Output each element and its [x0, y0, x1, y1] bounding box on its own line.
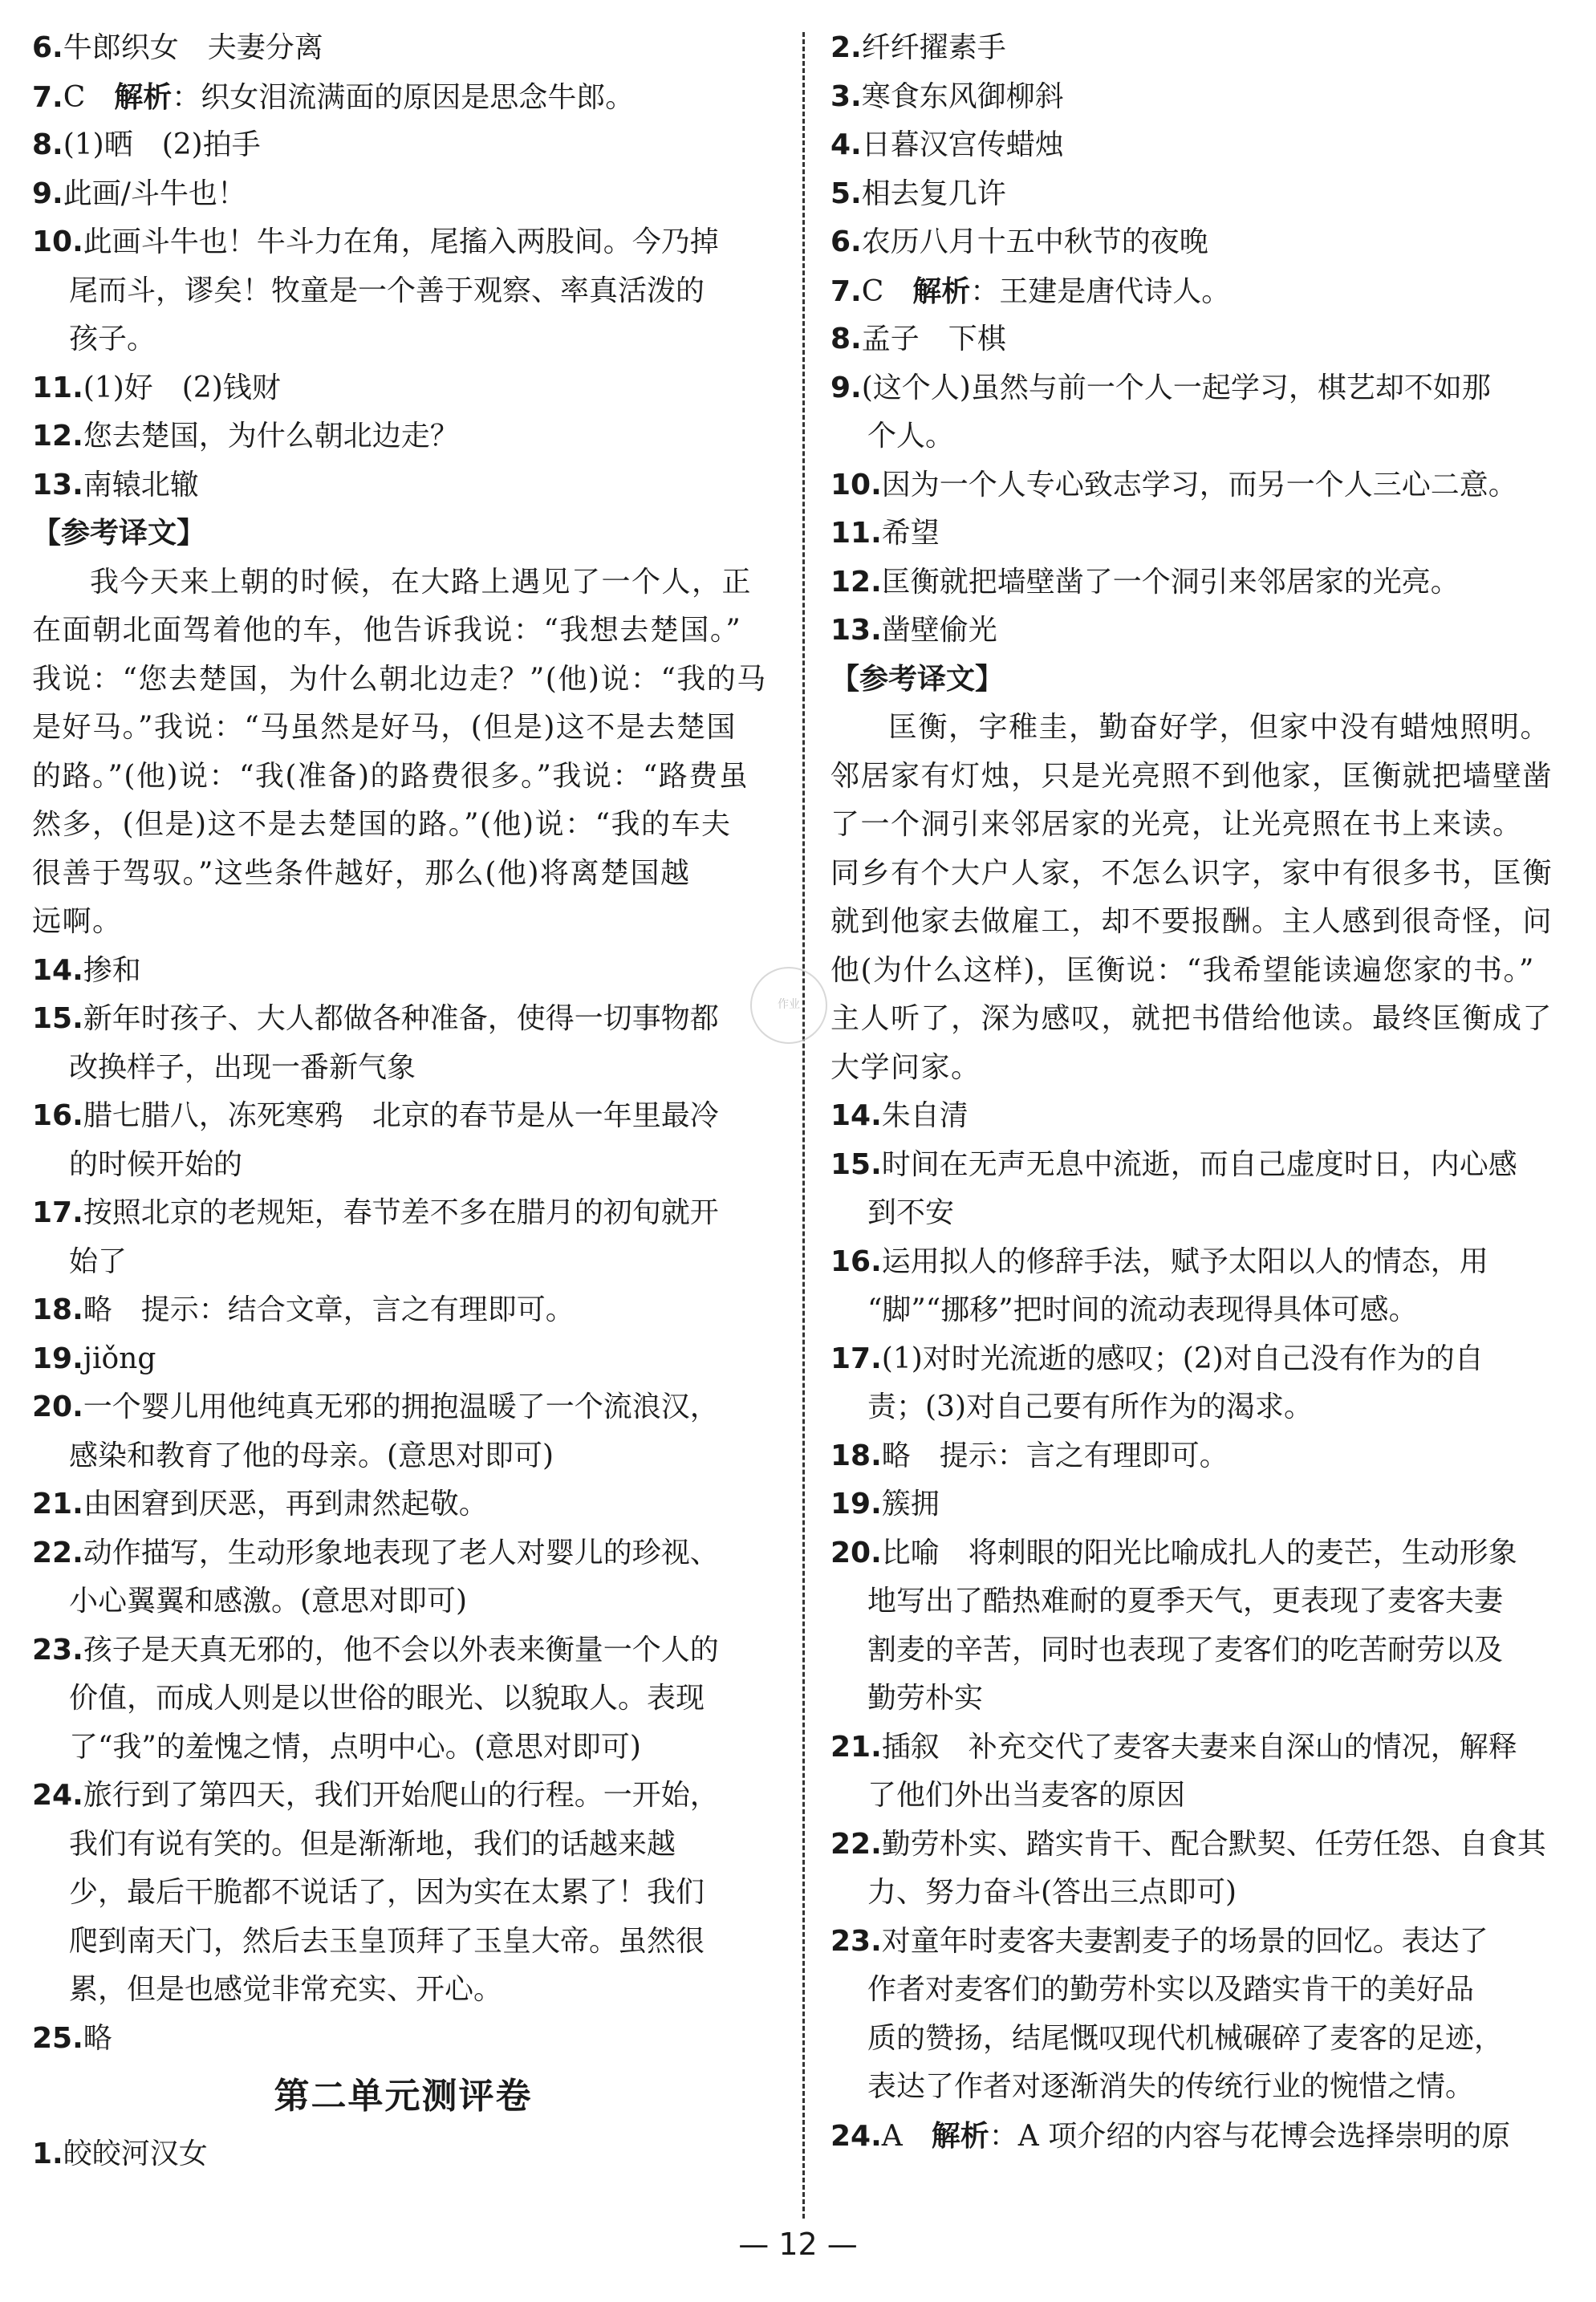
answer-number: 12.: [830, 565, 882, 599]
answer-item: [830, 461, 1565, 510]
answer-item: [32, 1383, 774, 1432]
answer-item: [830, 364, 1565, 413]
answer-text: 对童年时麦客夫妻割麦子的场景的回忆。表达了: [881, 1924, 1488, 1958]
answer-number: 24.: [32, 1779, 83, 1812]
answer-number: 9.: [32, 177, 63, 210]
answer-continuation: 我们有说有笑的。但是渐渐地，我们的话越来越: [69, 1827, 676, 1861]
answer-text: 日暮汉宫传蜡烛: [861, 128, 1064, 161]
answer-continuation: 作者对麦客们的勤劳朴实以及踏实肯干的美好品: [867, 1973, 1475, 2006]
answer-text: 簇拥: [881, 1488, 940, 1520]
answer-number: 7.: [830, 274, 862, 308]
answer-number: 23.: [32, 1633, 83, 1667]
answer-text: 相去复几许: [861, 177, 1006, 210]
answer-text: 旅行到了第四天，我们开始爬山的行程。一开始，: [83, 1779, 719, 1812]
page-number: — 12 —: [738, 2227, 858, 2262]
analysis-text: ：王建是唐代诗人。: [970, 274, 1231, 308]
answer-item: [830, 218, 1565, 267]
answer-continuation: 到不安: [867, 1196, 955, 1229]
answer-item: [32, 1286, 774, 1335]
translation-paragraph-line: 很善于驾驭。”这些条件越好，那么(他)将离楚国越: [32, 856, 691, 890]
answer-number: 19.: [32, 1342, 83, 1375]
answer-item: [830, 315, 1565, 364]
answer-number: 22.: [32, 1536, 83, 1569]
answer-number: 6.: [32, 31, 63, 64]
answer-continuation: 改换样子，出现一番新气象: [69, 1050, 416, 1084]
translation-paragraph-line: 大学问家。: [830, 1050, 981, 1084]
answer-number: 3.: [830, 79, 862, 113]
answer-continuation: 质的赞扬，结尾慨叹现代机械碾碎了麦客的足迹，: [867, 2021, 1504, 2055]
answer-text: 因为一个人专心致志学习，而另一个人三心二意。: [881, 468, 1517, 501]
answer-number: 7.: [32, 80, 63, 114]
section-title: 第二单元测评卷: [274, 2076, 533, 2117]
answer-text: 腊七腊八，冻死寒鸦 北京的春节是从一年里最冷: [83, 1099, 719, 1132]
answer-continuation: 孩子。: [69, 323, 156, 355]
answer-item: [32, 218, 774, 267]
answer-number: 12.: [32, 420, 83, 453]
answer-continuation: 小心翼翼和感激。(意思对即可): [69, 1585, 468, 1618]
translation-paragraph-line: 在面朝北面驾着他的车，他告诉我说：“我想去楚国。”: [32, 614, 742, 647]
answer-number: 16.: [830, 1244, 882, 1278]
answer-item: [32, 2015, 774, 2064]
translation-paragraph-line: 邻居家有灯烛，只是光亮照不到他家，匡衡就把墙壁凿: [830, 759, 1553, 793]
answer-number: 18.: [830, 1439, 882, 1472]
translation-header: 【参考译文】: [32, 517, 206, 550]
answer-text: 农历八月十五中秋节的夜晚: [861, 225, 1208, 258]
answer-number: 22.: [830, 1827, 882, 1861]
answer-number: 5.: [830, 177, 862, 210]
answer-text: 希望: [881, 517, 940, 550]
answer-continuation: 感染和教育了他的母亲。(意思对即可): [69, 1439, 554, 1472]
answer-number: 21.: [32, 1488, 83, 1520]
answer-item: [830, 1432, 1565, 1481]
answer-continuation: “脚”“挪移”把时间的流动表现得具体可感。: [867, 1293, 1418, 1326]
answer-number: 19.: [830, 1488, 882, 1520]
answer-item: [32, 1772, 774, 1821]
answer-continuation: 了他们外出当麦客的原因: [867, 1779, 1186, 1812]
answer-continuation: 力、努力奋斗(答出三点即可): [867, 1876, 1237, 1909]
answer-text: 寒食东风御柳斜: [861, 79, 1064, 113]
answer-item: [32, 461, 774, 510]
answer-item: [830, 121, 1565, 170]
answer-item: [32, 1480, 774, 1529]
answer-item: [830, 73, 1565, 122]
answer-item: [32, 364, 774, 413]
answer-item: [830, 510, 1565, 558]
answer-text: 掺和: [83, 953, 141, 987]
answer-text: 略: [83, 2021, 112, 2055]
answer-continuation: 割麦的辛苦，同时也表现了麦客们的吃苦耐劳以及: [867, 1633, 1504, 1667]
answer-item: [830, 1141, 1565, 1190]
translation-paragraph-line: 我今天来上朝的时候，在大路上遇见了一个人，正: [90, 565, 753, 599]
answer-continuation: 始了: [69, 1244, 128, 1278]
answer-text: 朱自清: [881, 1099, 969, 1132]
answer-text: 牛郎织女 夫妻分离: [63, 31, 323, 64]
watermark-stamp-icon: 作业: [750, 967, 827, 1044]
answer-number: 25.: [32, 2021, 83, 2055]
answer-number: 14.: [32, 953, 83, 987]
answer-number: 8.: [32, 128, 63, 161]
answer-text: (1)好 (2)钱财: [83, 371, 281, 404]
answer-number: 17.: [830, 1342, 882, 1375]
left-column: [32, 24, 774, 2179]
answer-text: 此画斗牛也！牛斗力在角，尾搐入两股间。今乃掉: [83, 225, 719, 258]
answer-number: 13.: [830, 614, 882, 647]
answer-number: 13.: [32, 468, 83, 501]
answer-text: 略 提示：结合文章，言之有理即可。: [83, 1293, 575, 1326]
answer-text: 新年时孩子、大人都做各种准备，使得一切事物都: [83, 1002, 719, 1035]
answer-text: C: [63, 80, 115, 114]
answer-item: [830, 1092, 1565, 1141]
column-divider: [802, 32, 805, 2219]
answer-text: 凿壁偷光: [881, 614, 997, 647]
translation-header: 【参考译文】: [830, 662, 1005, 696]
answer-number: 21.: [830, 1730, 882, 1764]
answer-continuation: 勤劳朴实: [867, 1682, 984, 1715]
right-column: [830, 24, 1565, 2160]
answer-number: 20.: [32, 1391, 83, 1423]
answer-item: [32, 412, 774, 461]
answer-number: 11.: [32, 371, 83, 404]
answer-number: 8.: [830, 323, 862, 355]
answer-text: 南辕北辙: [83, 468, 199, 501]
answer-item: [830, 1529, 1565, 1578]
answer-item: [830, 1335, 1565, 1384]
answer-item: [32, 121, 774, 170]
answer-continuation: 累，但是也感觉非常充实、开心。: [69, 1973, 503, 2006]
answer-text: jiǒng: [83, 1342, 156, 1375]
translation-paragraph-line: 了一个洞引来邻居家的光亮，让光亮照在书上来读。: [830, 808, 1523, 841]
answer-number: 2.: [830, 31, 862, 64]
answer-item: [830, 558, 1565, 607]
analysis-label: 解析: [912, 274, 971, 308]
answer-continuation: 个人。: [867, 420, 955, 453]
answer-number: 17.: [32, 1196, 83, 1229]
answer-text: 运用拟人的修辞手法，赋予太阳以人的情态，用: [881, 1244, 1488, 1278]
answer-text: A: [881, 2119, 932, 2153]
answer-text: (这个人)虽然与前一个人一起学习，棋艺却不如那: [861, 371, 1491, 404]
translation-paragraph-line: 是好马。”我说：“马虽然是好马，(但是)这不是去楚国: [32, 711, 737, 744]
answer-item: [32, 1529, 774, 1578]
translation-paragraph-line: 他(为什么这样)，匡衡说：“我希望能读遍您家的书。”: [830, 953, 1535, 987]
translation-paragraph-line: 就到他家去做雇工，却不要报酬。主人感到很奇怪，问: [830, 905, 1553, 938]
answer-number: 15.: [830, 1147, 882, 1181]
answer-item: [830, 1723, 1565, 1772]
answer-item: [32, 24, 774, 73]
answer-item: [32, 170, 774, 219]
answer-continuation: 爬到南天门，然后去玉皇顶拜了玉皇大帝。虽然很: [69, 1924, 705, 1958]
answer-item: [830, 1918, 1565, 1967]
answer-number: 10.: [32, 225, 83, 258]
answer-text: 纤纤擢素手: [861, 31, 1006, 64]
answer-text: 动作描写，生动形象地表现了老人对婴儿的珍视、: [83, 1536, 719, 1569]
answer-item: [830, 1480, 1565, 1529]
answer-number: 23.: [830, 1924, 882, 1958]
answer-text: 皎皎河汉女: [63, 2138, 208, 2170]
answer-item: [32, 73, 774, 122]
answer-text: C: [861, 274, 913, 308]
answer-item: [32, 1335, 774, 1384]
translation-paragraph-line: 匡衡，字稚圭，勤奋好学，但家中没有蜡烛照明。: [888, 711, 1551, 744]
answer-continuation: 尾而斗，谬矣！牧童是一个善于观察、率真活泼的: [69, 274, 705, 307]
answer-item: [830, 170, 1565, 219]
answer-number: 14.: [830, 1099, 882, 1132]
answer-item: [830, 267, 1565, 316]
answer-text: 由困窘到厌恶，再到肃然起敬。: [83, 1488, 488, 1520]
answer-text: 插叙 补充交代了麦客夫妻来自深山的情况，解释: [881, 1730, 1517, 1764]
answer-number: 11.: [830, 517, 882, 550]
answer-item: [830, 607, 1565, 656]
answer-text: (1)晒 (2)拍手: [63, 128, 261, 161]
answer-number: 16.: [32, 1099, 83, 1132]
analysis-label: 解析: [114, 79, 173, 114]
answer-number: 10.: [830, 468, 882, 501]
answer-text: 勤劳朴实、踏实肯干、配合默契、任劳任怨、自食其: [881, 1827, 1546, 1861]
answer-continuation: 的时候开始的: [69, 1147, 243, 1181]
analysis-text: ：A 项介绍的内容与花博会选择崇明的原: [989, 2119, 1511, 2153]
answer-continuation: 了“我”的羞愧之情，点明中心。(意思对即可): [69, 1730, 641, 1764]
answer-text: 一个婴儿用他纯真无邪的拥抱温暖了一个流浪汉，: [83, 1391, 719, 1423]
answer-text: 匡衡就把墙壁凿了一个洞引来邻居家的光亮。: [881, 565, 1460, 599]
answer-item: [32, 1626, 774, 1675]
answer-number: 4.: [830, 128, 862, 161]
answer-continuation: 表达了作者对逐渐消失的传统行业的惋惜之情。: [867, 2070, 1475, 2103]
analysis-label: 解析: [931, 2118, 989, 2153]
answer-item: [32, 1189, 774, 1238]
answer-item: [32, 995, 774, 1044]
answer-item: [32, 2130, 774, 2179]
analysis-text: ：织女泪流满面的原因是思念牛郎。: [172, 80, 635, 114]
translation-paragraph-line: 远啊。: [32, 905, 123, 938]
answer-continuation: 责；(3)对自己要有所作为的渴求。: [867, 1391, 1313, 1423]
answer-number: 18.: [32, 1293, 83, 1326]
answer-text: 您去楚国，为什么朝北边走？: [83, 420, 459, 453]
answer-text: 按照北京的老规矩，春节差不多在腊月的初旬就开: [83, 1196, 719, 1229]
answer-item: [830, 1821, 1565, 1870]
answer-continuation: 价值，而成人则是以世俗的眼光、以貌取人。表现: [69, 1682, 705, 1715]
translation-paragraph-line: 的路。”(他)说：“我(准备)的路费很多。”我说：“路费虽: [32, 759, 749, 793]
answer-item: [32, 947, 774, 996]
translation-paragraph-line: 然多，(但是)这不是去楚国的路。”(他)说：“我的车夫: [32, 808, 732, 841]
translation-paragraph-line: 主人听了，深为感叹，就把书借给他读。最终匡衡成了: [830, 1002, 1553, 1035]
answer-number: 6.: [830, 225, 862, 258]
answer-text: 时间在无声无息中流逝，而自己虚度时日，内心感: [881, 1147, 1517, 1181]
answer-number: 20.: [830, 1536, 882, 1569]
answer-text: 略 提示：言之有理即可。: [881, 1439, 1228, 1472]
answer-text: (1)对时光流逝的感叹；(2)对自己没有作为的自: [881, 1342, 1484, 1375]
answer-text: 孩子是天真无邪的，他不会以外表来衡量一个人的: [83, 1633, 719, 1667]
answer-number: 24.: [830, 2119, 882, 2153]
answer-item: [830, 2112, 1565, 2161]
answer-continuation: 地写出了酷热难耐的夏季天气，更表现了麦客夫妻: [867, 1585, 1504, 1618]
answer-text: 此画/斗牛也！: [63, 177, 246, 210]
answer-item: [830, 1238, 1565, 1287]
translation-paragraph-line: 同乡有个大户人家，不怎么识字，家中有很多书，匡衡: [830, 856, 1553, 890]
answer-number: 1.: [32, 2138, 63, 2170]
translation-paragraph-line: 我说：“您去楚国，为什么朝北边走？”(他)说：“我的马: [32, 662, 767, 696]
answer-item: [830, 24, 1565, 73]
answer-continuation: 少，最后干脆都不说话了，因为实在太累了！我们: [69, 1876, 705, 1909]
answer-number: 15.: [32, 1002, 83, 1035]
answer-text: 孟子 下棋: [861, 323, 1006, 355]
answer-item: [32, 1092, 774, 1141]
answer-text: 比喻 将刺眼的阳光比喻成扎人的麦芒，生动形象: [881, 1536, 1517, 1569]
answer-number: 9.: [830, 371, 862, 404]
